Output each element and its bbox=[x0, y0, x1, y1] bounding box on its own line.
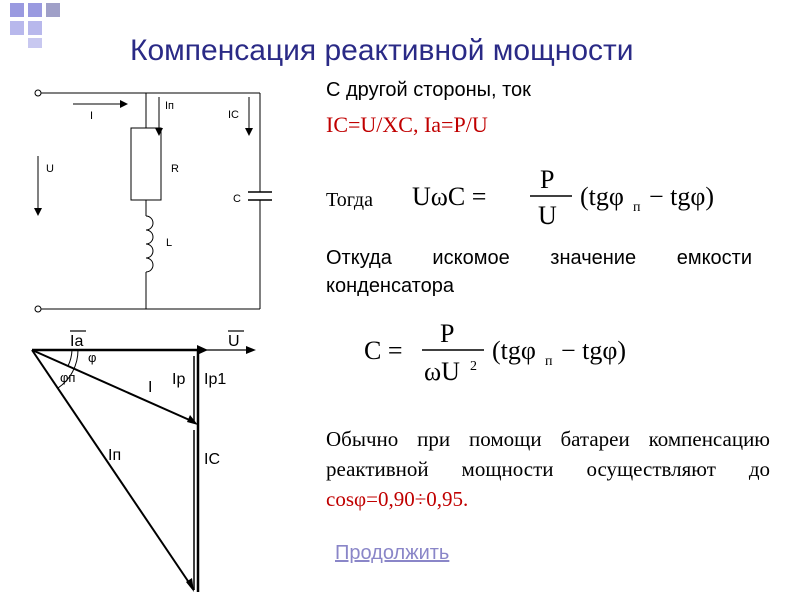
arrow-head bbox=[246, 346, 256, 354]
svg-text:P: P bbox=[440, 319, 455, 348]
deco-square bbox=[28, 21, 42, 35]
text-otkuda: Откуда искомое значение емкости конденсатора bbox=[326, 247, 752, 297]
label-Ip-load: Iп bbox=[108, 447, 122, 464]
arrow-head bbox=[120, 100, 128, 108]
label-phi: φ bbox=[88, 350, 97, 365]
continue-link[interactable]: Продолжить bbox=[335, 542, 450, 564]
svg-text:п: п bbox=[633, 200, 641, 215]
terminal-top bbox=[35, 90, 41, 96]
text-obychno bbox=[326, 424, 770, 514]
page-title: Компенсация реактивной мощности bbox=[130, 34, 634, 67]
vector-diagram bbox=[22, 312, 262, 597]
deco-square bbox=[28, 38, 42, 48]
label-phi-p: φп bbox=[60, 370, 76, 385]
label-I: I bbox=[90, 110, 94, 122]
deco-square bbox=[10, 21, 24, 35]
svg-text:− tgφ): − tgφ) bbox=[649, 182, 715, 211]
svg-text:ωU: ωU bbox=[424, 357, 460, 386]
label-R: R bbox=[171, 163, 179, 175]
text-obychno-main: Обычно при помощи батареи компенсацию реактивной мощности осуществляют до bbox=[326, 427, 770, 481]
formula-1 bbox=[412, 158, 772, 234]
text-togda: Тогда bbox=[326, 189, 373, 211]
svg-text:− tgφ): − tgφ) bbox=[561, 336, 627, 365]
label-Ia: Ia bbox=[70, 333, 84, 350]
label-C: C bbox=[233, 193, 241, 205]
svg-text:U: U bbox=[538, 201, 557, 230]
text-line1: С другой стороны, ток bbox=[326, 79, 531, 101]
label-I-vector: I bbox=[148, 379, 153, 396]
svg-text:P: P bbox=[540, 165, 555, 194]
label-Ip-reactive: Ip bbox=[172, 371, 186, 388]
arrow-head bbox=[245, 128, 253, 136]
inductor-L bbox=[146, 216, 153, 272]
arrow-head bbox=[197, 345, 208, 355]
text-ic-eq: IC=U/XC, Ia=P/U bbox=[326, 112, 488, 137]
deco-square bbox=[28, 3, 42, 17]
resistor-R bbox=[131, 128, 161, 200]
label-L: L bbox=[166, 237, 173, 249]
svg-text:(tgφ: (tgφ bbox=[580, 182, 624, 211]
label-Ip: Iп bbox=[165, 100, 175, 112]
label-Ic-vector: IC bbox=[204, 451, 220, 468]
decorative-squares bbox=[0, 0, 64, 50]
label-U: U bbox=[46, 163, 54, 175]
circuit-diagram bbox=[28, 76, 278, 316]
formula-2 bbox=[364, 312, 704, 394]
deco-square bbox=[10, 3, 24, 17]
svg-text:п: п bbox=[545, 354, 553, 369]
arrow-head bbox=[34, 208, 42, 216]
text-obychno-value: cosφ=0,90÷0,95. bbox=[326, 487, 469, 511]
deco-square bbox=[46, 3, 60, 17]
label-U-vector: U bbox=[228, 333, 240, 350]
arrow-head bbox=[187, 415, 198, 425]
svg-text:UωC =: UωC = bbox=[412, 182, 487, 211]
arrow-head bbox=[155, 128, 163, 136]
label-Ic: IC bbox=[228, 109, 239, 121]
svg-text:C =: C = bbox=[364, 336, 403, 365]
label-Ip1: Ip1 bbox=[204, 371, 227, 388]
svg-text:2: 2 bbox=[470, 359, 477, 374]
svg-text:(tgφ: (tgφ bbox=[492, 336, 536, 365]
